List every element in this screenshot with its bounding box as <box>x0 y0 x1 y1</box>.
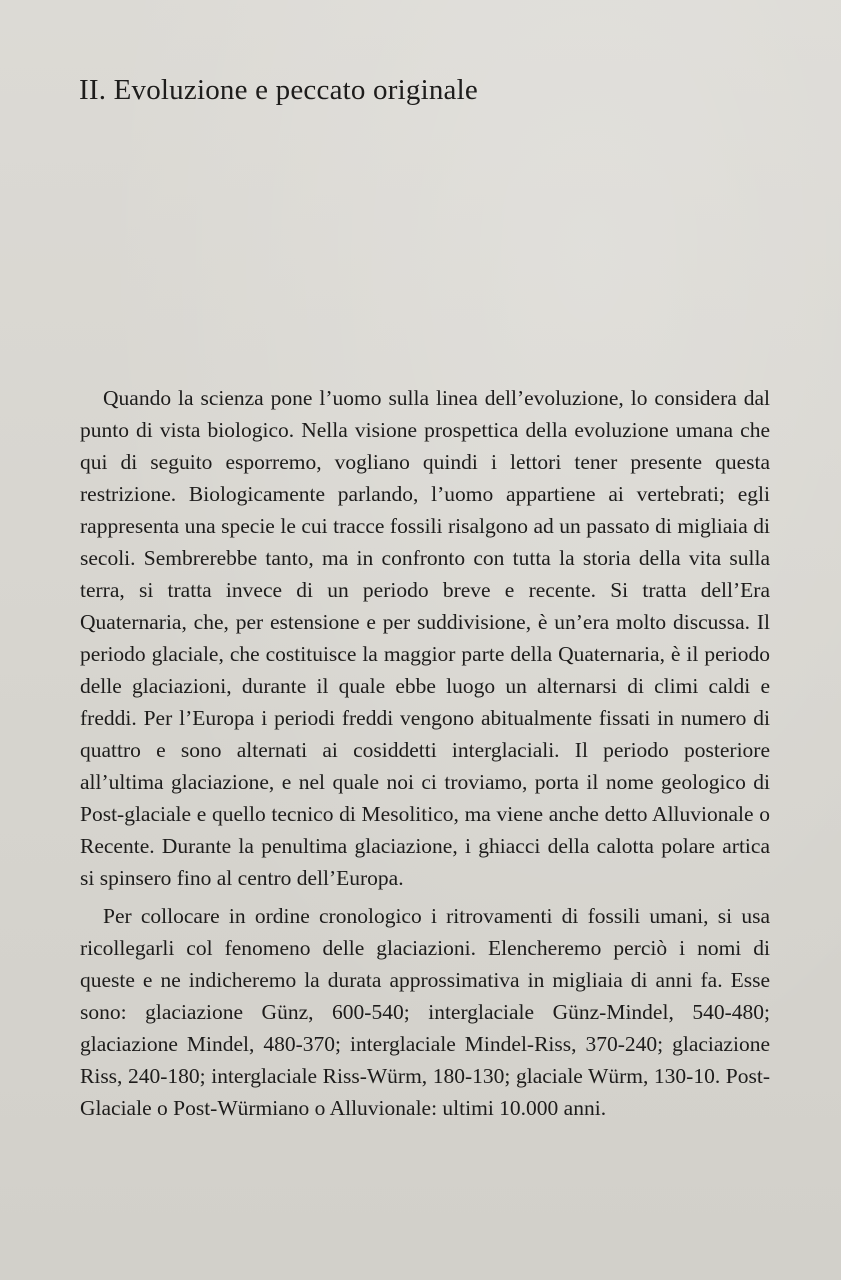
paragraph-glaciation-chronology: Per collocare in ordine cronologico i ritrovamenti di fossili umani, si usa ricollegarli col fenomeno delle glaciazioni. Elencheremo perciò i nomi di queste e ne indicheremo la durata approssimativa in migliaia di anni fa. Esse sono: glaciazione Günz, 600-540; interglaciale Günz-Mindel, 540-480; glaciazione Mindel, 480-370; interglaciale Mindel-Riss, 370-240; glaciazione Riss, 240-180; interglaciale Riss-Würm, 180-130; glaciale Würm, 130-10. Post-Glaciale o Post-Würmiano o Alluvionale: ultimi 10.000 anni. <box>80 904 770 1120</box>
body-text <box>80 382 770 1124</box>
paragraph-evolution-intro: Quando la scienza pone l’uomo sulla linea dell’evoluzione, lo considera dal punto di vista biologico. Nella visione prospettica della evoluzione umana che qui di seguito esporremo, vogliano quindi i lettori tener presente questa restrizione. Biologicamente parlando, l’uomo appartiene ai vertebrati; egli rappresenta una specie le cui tracce fossili risalgono ad un passato di migliaia di secoli. Sembrerebbe tanto, ma in confronto con tutta la storia della vita sulla terra, si tratta invece di un periodo breve e recente. Si tratta dell’Era Quaternaria, che, per estensione e per suddivisione, è un’era molto discussa. Il periodo glaciale, che costituisce la maggior parte della Quaternaria, è il periodo delle glaciazioni, durante il quale ebbe luogo un alternarsi di climi caldi e freddi. Per l’Europa i periodi freddi vengono abitualmente fissati in numero di quattro e sono alternati ai cosiddetti interglaciali. Il periodo posteriore all’ultima glaciazione, e nel quale noi ci troviamo, porta il nome geologico di Post-glaciale e quello tecnico di Mesolitico, ma viene anche detto Alluvionale o Recente. Durante la penultima glaciazione, i ghiacci della calotta polare artica si spinsero fino al centro dell’Europa. <box>80 386 770 890</box>
chapter-title: II. Evoluzione e peccato originale <box>79 74 478 106</box>
